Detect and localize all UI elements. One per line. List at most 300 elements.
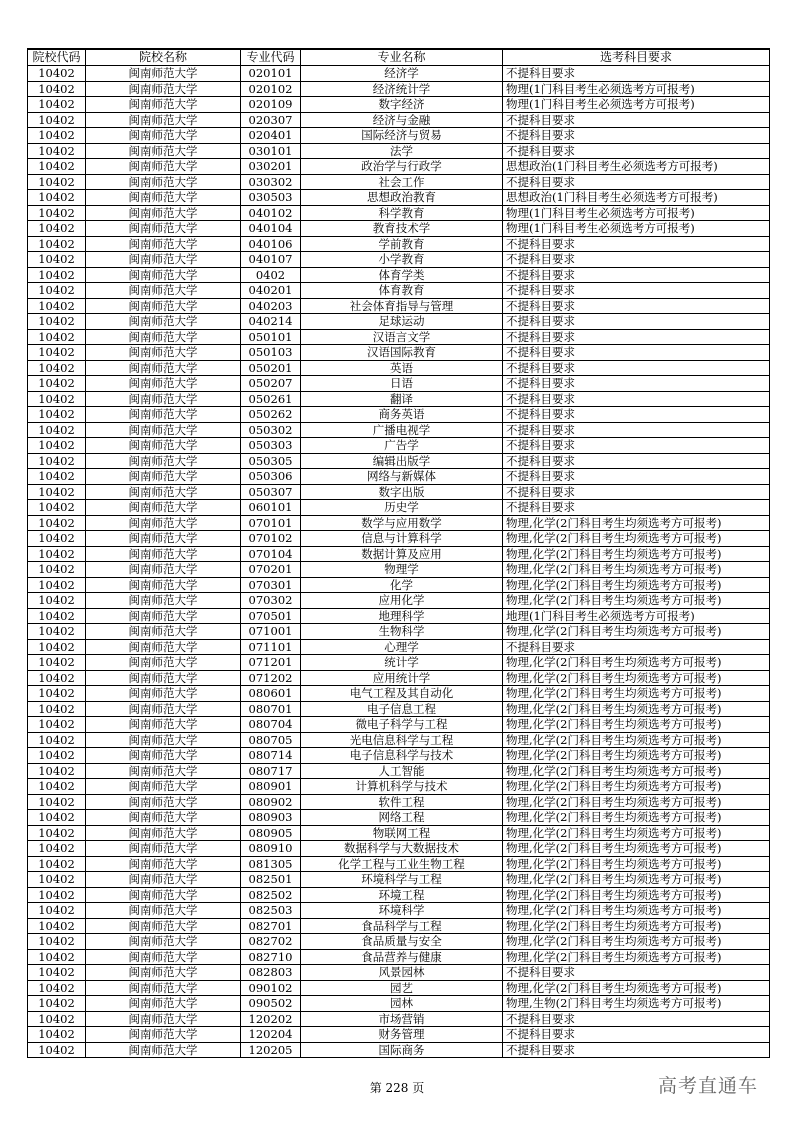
school-name-cell: 闽南师范大学 xyxy=(86,872,241,888)
school-code-cell: 10402 xyxy=(28,314,86,330)
table-row xyxy=(28,329,770,345)
school-code-cell: 10402 xyxy=(28,128,86,144)
major-name-cell: 英语 xyxy=(301,360,503,376)
major-name-cell: 教育技术学 xyxy=(301,221,503,237)
major-name-cell: 体育学类 xyxy=(301,267,503,283)
major-code-cell: 071202 xyxy=(241,670,301,686)
school-name-cell: 闽南师范大学 xyxy=(86,810,241,826)
school-name-cell: 闽南师范大学 xyxy=(86,329,241,345)
requirement-cell: 物理,化学(2门科目考生均须选考方可报考) xyxy=(503,872,770,888)
school-code-cell: 10402 xyxy=(28,531,86,547)
major-code-cell: 040106 xyxy=(241,236,301,252)
school-code-cell: 10402 xyxy=(28,887,86,903)
requirement-cell: 不提科目要求 xyxy=(503,252,770,268)
table-row xyxy=(28,903,770,919)
major-code-cell: 050305 xyxy=(241,453,301,469)
header-school-code: 院校代码 xyxy=(28,49,86,66)
school-name-cell: 闽南师范大学 xyxy=(86,391,241,407)
school-name-cell: 闽南师范大学 xyxy=(86,1011,241,1027)
requirement-cell: 物理,化学(2门科目考生均须选考方可报考) xyxy=(503,732,770,748)
major-code-cell: 020102 xyxy=(241,81,301,97)
table-row xyxy=(28,97,770,113)
table-row xyxy=(28,887,770,903)
major-name-cell: 汉语言文学 xyxy=(301,329,503,345)
major-name-cell: 应用化学 xyxy=(301,593,503,609)
table-row xyxy=(28,624,770,640)
school-name-cell: 闽南师范大学 xyxy=(86,686,241,702)
major-code-cell: 080905 xyxy=(241,825,301,841)
school-name-cell: 闽南师范大学 xyxy=(86,97,241,113)
major-name-cell: 经济学 xyxy=(301,66,503,82)
school-name-cell: 闽南师范大学 xyxy=(86,469,241,485)
table-row xyxy=(28,159,770,175)
major-name-cell: 足球运动 xyxy=(301,314,503,330)
major-name-cell: 微电子科学与工程 xyxy=(301,717,503,733)
major-code-cell: 080910 xyxy=(241,841,301,857)
table-row xyxy=(28,128,770,144)
major-code-cell: 080601 xyxy=(241,686,301,702)
school-code-cell: 10402 xyxy=(28,376,86,392)
major-name-cell: 小学教育 xyxy=(301,252,503,268)
major-code-cell: 070201 xyxy=(241,562,301,578)
header-major-name: 专业名称 xyxy=(301,49,503,66)
table-row xyxy=(28,174,770,190)
requirement-cell: 物理(1门科目考生必须选考方可报考) xyxy=(503,221,770,237)
school-name-cell: 闽南师范大学 xyxy=(86,360,241,376)
major-name-cell: 电气工程及其自动化 xyxy=(301,686,503,702)
school-name-cell: 闽南师范大学 xyxy=(86,887,241,903)
major-name-cell: 生物科学 xyxy=(301,624,503,640)
requirement-cell: 不提科目要求 xyxy=(503,112,770,128)
school-name-cell: 闽南师范大学 xyxy=(86,624,241,640)
school-code-cell: 10402 xyxy=(28,422,86,438)
table-row xyxy=(28,717,770,733)
major-code-cell: 081305 xyxy=(241,856,301,872)
school-name-cell: 闽南师范大学 xyxy=(86,112,241,128)
requirement-cell: 物理,化学(2门科目考生均须选考方可报考) xyxy=(503,670,770,686)
table-row xyxy=(28,205,770,221)
table-row xyxy=(28,360,770,376)
major-name-cell: 电子信息科学与技术 xyxy=(301,748,503,764)
table-body xyxy=(28,66,770,1058)
table-row xyxy=(28,918,770,934)
table-row xyxy=(28,81,770,97)
requirement-cell: 物理,化学(2门科目考生均须选考方可报考) xyxy=(503,856,770,872)
table-row xyxy=(28,1027,770,1043)
table-row xyxy=(28,422,770,438)
table-row xyxy=(28,841,770,857)
school-code-cell: 10402 xyxy=(28,577,86,593)
major-name-cell: 日语 xyxy=(301,376,503,392)
major-name-cell: 经济与金融 xyxy=(301,112,503,128)
requirement-cell: 不提科目要求 xyxy=(503,143,770,159)
major-code-cell: 040107 xyxy=(241,252,301,268)
major-code-cell: 080701 xyxy=(241,701,301,717)
requirement-cell: 不提科目要求 xyxy=(503,1011,770,1027)
school-code-cell: 10402 xyxy=(28,903,86,919)
table-row xyxy=(28,453,770,469)
school-code-cell: 10402 xyxy=(28,143,86,159)
major-name-cell: 网络工程 xyxy=(301,810,503,826)
school-code-cell: 10402 xyxy=(28,841,86,857)
requirement-cell: 不提科目要求 xyxy=(503,128,770,144)
requirement-cell: 物理,化学(2门科目考生均须选考方可报考) xyxy=(503,655,770,671)
school-name-cell: 闽南师范大学 xyxy=(86,484,241,500)
table-row xyxy=(28,593,770,609)
table-row xyxy=(28,686,770,702)
requirement-cell: 物理,化学(2门科目考生均须选考方可报考) xyxy=(503,810,770,826)
major-code-cell: 090502 xyxy=(241,996,301,1012)
school-code-cell: 10402 xyxy=(28,701,86,717)
major-name-cell: 食品科学与工程 xyxy=(301,918,503,934)
school-name-cell: 闽南师范大学 xyxy=(86,918,241,934)
major-code-cell: 020307 xyxy=(241,112,301,128)
major-name-cell: 历史学 xyxy=(301,500,503,516)
school-code-cell: 10402 xyxy=(28,748,86,764)
major-code-cell: 050302 xyxy=(241,422,301,438)
requirement-cell: 物理,化学(2门科目考生均须选考方可报考) xyxy=(503,546,770,562)
table-row xyxy=(28,66,770,82)
table-row xyxy=(28,283,770,299)
school-code-cell: 10402 xyxy=(28,686,86,702)
major-name-cell: 政治学与行政学 xyxy=(301,159,503,175)
major-code-cell: 120204 xyxy=(241,1027,301,1043)
school-code-cell: 10402 xyxy=(28,190,86,206)
requirement-cell: 物理,化学(2门科目考生均须选考方可报考) xyxy=(503,577,770,593)
table-row xyxy=(28,469,770,485)
major-name-cell: 数据科学与大数据技术 xyxy=(301,841,503,857)
major-name-cell: 商务英语 xyxy=(301,407,503,423)
major-code-cell: 070301 xyxy=(241,577,301,593)
requirement-cell: 物理,化学(2门科目考生均须选考方可报考) xyxy=(503,515,770,531)
major-name-cell: 编辑出版学 xyxy=(301,453,503,469)
major-name-cell: 国际商务 xyxy=(301,1042,503,1058)
requirement-cell: 不提科目要求 xyxy=(503,965,770,981)
school-name-cell: 闽南师范大学 xyxy=(86,577,241,593)
major-name-cell: 数字经济 xyxy=(301,97,503,113)
major-name-cell: 信息与计算科学 xyxy=(301,531,503,547)
requirement-cell: 物理,化学(2门科目考生均须选考方可报考) xyxy=(503,701,770,717)
major-code-cell: 080717 xyxy=(241,763,301,779)
school-name-cell: 闽南师范大学 xyxy=(86,717,241,733)
major-name-cell: 社会体育指导与管理 xyxy=(301,298,503,314)
school-code-cell: 10402 xyxy=(28,779,86,795)
major-code-cell: 082502 xyxy=(241,887,301,903)
requirement-cell: 物理,化学(2门科目考生均须选考方可报考) xyxy=(503,562,770,578)
major-code-cell: 071201 xyxy=(241,655,301,671)
requirement-cell: 物理,化学(2门科目考生均须选考方可报考) xyxy=(503,624,770,640)
school-name-cell: 闽南师范大学 xyxy=(86,190,241,206)
school-code-cell: 10402 xyxy=(28,856,86,872)
table-row xyxy=(28,670,770,686)
major-name-cell: 化学工程与工业生物工程 xyxy=(301,856,503,872)
major-name-cell: 人工智能 xyxy=(301,763,503,779)
school-code-cell: 10402 xyxy=(28,670,86,686)
table-row xyxy=(28,748,770,764)
table-row xyxy=(28,655,770,671)
major-code-cell: 050306 xyxy=(241,469,301,485)
school-name-cell: 闽南师范大学 xyxy=(86,205,241,221)
school-name-cell: 闽南师范大学 xyxy=(86,996,241,1012)
table-row xyxy=(28,965,770,981)
requirement-cell: 不提科目要求 xyxy=(503,345,770,361)
school-name-cell: 闽南师范大学 xyxy=(86,298,241,314)
major-code-cell: 082710 xyxy=(241,949,301,965)
table-row xyxy=(28,391,770,407)
table-row xyxy=(28,190,770,206)
major-code-cell: 090102 xyxy=(241,980,301,996)
school-code-cell: 10402 xyxy=(28,66,86,82)
school-code-cell: 10402 xyxy=(28,205,86,221)
major-code-cell: 080903 xyxy=(241,810,301,826)
header-school-name: 院校名称 xyxy=(86,49,241,66)
major-code-cell: 080704 xyxy=(241,717,301,733)
major-code-cell: 060101 xyxy=(241,500,301,516)
school-name-cell: 闽南师范大学 xyxy=(86,965,241,981)
school-name-cell: 闽南师范大学 xyxy=(86,283,241,299)
school-code-cell: 10402 xyxy=(28,624,86,640)
table-row xyxy=(28,732,770,748)
requirement-cell: 物理,化学(2门科目考生均须选考方可报考) xyxy=(503,717,770,733)
major-code-cell: 082501 xyxy=(241,872,301,888)
requirement-cell: 思想政治(1门科目考生必须选考方可报考) xyxy=(503,159,770,175)
major-code-cell: 050201 xyxy=(241,360,301,376)
table-row xyxy=(28,1011,770,1027)
requirement-cell: 不提科目要求 xyxy=(503,407,770,423)
major-name-cell: 地理科学 xyxy=(301,608,503,624)
school-name-cell: 闽南师范大学 xyxy=(86,562,241,578)
table-row xyxy=(28,779,770,795)
major-name-cell: 软件工程 xyxy=(301,794,503,810)
school-code-cell: 10402 xyxy=(28,639,86,655)
school-name-cell: 闽南师范大学 xyxy=(86,655,241,671)
major-name-cell: 心理学 xyxy=(301,639,503,655)
requirement-cell: 不提科目要求 xyxy=(503,422,770,438)
school-name-cell: 闽南师范大学 xyxy=(86,515,241,531)
major-code-cell: 030503 xyxy=(241,190,301,206)
school-code-cell: 10402 xyxy=(28,469,86,485)
requirement-cell: 不提科目要求 xyxy=(503,283,770,299)
school-code-cell: 10402 xyxy=(28,159,86,175)
table-row xyxy=(28,112,770,128)
major-code-cell: 050261 xyxy=(241,391,301,407)
requirement-cell: 物理(1门科目考生必须选考方可报考) xyxy=(503,97,770,113)
table-row xyxy=(28,407,770,423)
major-code-cell: 040203 xyxy=(241,298,301,314)
school-code-cell: 10402 xyxy=(28,794,86,810)
table-row xyxy=(28,562,770,578)
school-name-cell: 闽南师范大学 xyxy=(86,174,241,190)
school-name-cell: 闽南师范大学 xyxy=(86,779,241,795)
requirement-cell: 不提科目要求 xyxy=(503,438,770,454)
table-header-row xyxy=(28,49,770,66)
major-name-cell: 统计学 xyxy=(301,655,503,671)
major-code-cell: 070302 xyxy=(241,593,301,609)
school-code-cell: 10402 xyxy=(28,391,86,407)
major-name-cell: 环境科学 xyxy=(301,903,503,919)
requirement-cell: 物理,化学(2门科目考生均须选考方可报考) xyxy=(503,980,770,996)
table-row xyxy=(28,314,770,330)
school-code-cell: 10402 xyxy=(28,593,86,609)
school-name-cell: 闽南师范大学 xyxy=(86,407,241,423)
major-name-cell: 物理学 xyxy=(301,562,503,578)
requirement-cell: 物理,化学(2门科目考生均须选考方可报考) xyxy=(503,887,770,903)
requirement-cell: 不提科目要求 xyxy=(503,1027,770,1043)
major-name-cell: 园艺 xyxy=(301,980,503,996)
table-row xyxy=(28,515,770,531)
school-code-cell: 10402 xyxy=(28,438,86,454)
school-code-cell: 10402 xyxy=(28,97,86,113)
school-code-cell: 10402 xyxy=(28,763,86,779)
table-row xyxy=(28,810,770,826)
major-name-cell: 科学教育 xyxy=(301,205,503,221)
major-code-cell: 050103 xyxy=(241,345,301,361)
major-name-cell: 食品营养与健康 xyxy=(301,949,503,965)
major-name-cell: 应用统计学 xyxy=(301,670,503,686)
major-name-cell: 广播电视学 xyxy=(301,422,503,438)
major-name-cell: 市场营销 xyxy=(301,1011,503,1027)
school-code-cell: 10402 xyxy=(28,360,86,376)
table-row xyxy=(28,949,770,965)
major-code-cell: 071101 xyxy=(241,639,301,655)
school-code-cell: 10402 xyxy=(28,965,86,981)
school-name-cell: 闽南师范大学 xyxy=(86,267,241,283)
requirement-cell: 物理,化学(2门科目考生均须选考方可报考) xyxy=(503,825,770,841)
major-name-cell: 光电信息科学与工程 xyxy=(301,732,503,748)
table-row xyxy=(28,267,770,283)
major-code-cell: 020101 xyxy=(241,66,301,82)
major-name-cell: 数学与应用数学 xyxy=(301,515,503,531)
school-name-cell: 闽南师范大学 xyxy=(86,934,241,950)
major-name-cell: 电子信息工程 xyxy=(301,701,503,717)
major-name-cell: 化学 xyxy=(301,577,503,593)
major-code-cell: 050101 xyxy=(241,329,301,345)
school-name-cell: 闽南师范大学 xyxy=(86,345,241,361)
requirement-cell: 不提科目要求 xyxy=(503,236,770,252)
school-code-cell: 10402 xyxy=(28,562,86,578)
school-code-cell: 10402 xyxy=(28,608,86,624)
school-name-cell: 闽南师范大学 xyxy=(86,1027,241,1043)
school-code-cell: 10402 xyxy=(28,453,86,469)
major-name-cell: 学前教育 xyxy=(301,236,503,252)
major-name-cell: 网络与新媒体 xyxy=(301,469,503,485)
major-code-cell: 082803 xyxy=(241,965,301,981)
school-name-cell: 闽南师范大学 xyxy=(86,252,241,268)
school-code-cell: 10402 xyxy=(28,112,86,128)
school-code-cell: 10402 xyxy=(28,329,86,345)
table-row xyxy=(28,345,770,361)
requirement-cell: 不提科目要求 xyxy=(503,66,770,82)
table-row xyxy=(28,996,770,1012)
requirement-cell: 思想政治(1门科目考生必须选考方可报考) xyxy=(503,190,770,206)
table-row xyxy=(28,980,770,996)
school-code-cell: 10402 xyxy=(28,407,86,423)
table-row xyxy=(28,298,770,314)
requirement-cell: 不提科目要求 xyxy=(503,484,770,500)
school-code-cell: 10402 xyxy=(28,345,86,361)
school-name-cell: 闽南师范大学 xyxy=(86,980,241,996)
major-code-cell: 030302 xyxy=(241,174,301,190)
school-name-cell: 闽南师范大学 xyxy=(86,143,241,159)
school-name-cell: 闽南师范大学 xyxy=(86,236,241,252)
table-row xyxy=(28,438,770,454)
table-row xyxy=(28,531,770,547)
school-name-cell: 闽南师范大学 xyxy=(86,949,241,965)
major-code-cell: 030201 xyxy=(241,159,301,175)
requirement-cell: 不提科目要求 xyxy=(503,314,770,330)
requirement-cell: 物理,化学(2门科目考生均须选考方可报考) xyxy=(503,763,770,779)
major-code-cell: 0402 xyxy=(241,267,301,283)
school-name-cell: 闽南师范大学 xyxy=(86,701,241,717)
school-code-cell: 10402 xyxy=(28,825,86,841)
major-code-cell: 040102 xyxy=(241,205,301,221)
major-name-cell: 环境工程 xyxy=(301,887,503,903)
school-name-cell: 闽南师范大学 xyxy=(86,128,241,144)
school-name-cell: 闽南师范大学 xyxy=(86,825,241,841)
requirement-cell: 物理,化学(2门科目考生均须选考方可报考) xyxy=(503,794,770,810)
major-code-cell: 070501 xyxy=(241,608,301,624)
school-code-cell: 10402 xyxy=(28,980,86,996)
school-name-cell: 闽南师范大学 xyxy=(86,794,241,810)
requirement-cell: 物理,化学(2门科目考生均须选考方可报考) xyxy=(503,934,770,950)
major-code-cell: 070101 xyxy=(241,515,301,531)
school-code-cell: 10402 xyxy=(28,872,86,888)
requirement-cell: 不提科目要求 xyxy=(503,174,770,190)
school-name-cell: 闽南师范大学 xyxy=(86,546,241,562)
school-name-cell: 闽南师范大学 xyxy=(86,81,241,97)
major-code-cell: 050303 xyxy=(241,438,301,454)
admission-requirements-table xyxy=(27,48,770,1058)
school-code-cell: 10402 xyxy=(28,655,86,671)
school-code-cell: 10402 xyxy=(28,717,86,733)
table-row xyxy=(28,221,770,237)
major-code-cell: 082702 xyxy=(241,934,301,950)
table-row xyxy=(28,825,770,841)
school-code-cell: 10402 xyxy=(28,298,86,314)
school-name-cell: 闽南师范大学 xyxy=(86,66,241,82)
table-row xyxy=(28,143,770,159)
school-name-cell: 闽南师范大学 xyxy=(86,453,241,469)
requirement-cell: 不提科目要求 xyxy=(503,267,770,283)
major-name-cell: 物联网工程 xyxy=(301,825,503,841)
major-name-cell: 汉语国际教育 xyxy=(301,345,503,361)
major-name-cell: 经济统计学 xyxy=(301,81,503,97)
table-row xyxy=(28,763,770,779)
requirement-cell: 物理(1门科目考生必须选考方可报考) xyxy=(503,205,770,221)
school-name-cell: 闽南师范大学 xyxy=(86,422,241,438)
school-code-cell: 10402 xyxy=(28,283,86,299)
major-code-cell: 050262 xyxy=(241,407,301,423)
requirement-cell: 不提科目要求 xyxy=(503,329,770,345)
school-name-cell: 闽南师范大学 xyxy=(86,903,241,919)
requirement-cell: 不提科目要求 xyxy=(503,500,770,516)
school-code-cell: 10402 xyxy=(28,221,86,237)
major-name-cell: 思想政治教育 xyxy=(301,190,503,206)
school-code-cell: 10402 xyxy=(28,1042,86,1058)
major-name-cell: 法学 xyxy=(301,143,503,159)
major-code-cell: 080902 xyxy=(241,794,301,810)
requirement-cell: 不提科目要求 xyxy=(503,453,770,469)
major-name-cell: 食品质量与安全 xyxy=(301,934,503,950)
table-row xyxy=(28,701,770,717)
header-major-code: 专业代码 xyxy=(241,49,301,66)
major-name-cell: 数据计算及应用 xyxy=(301,546,503,562)
major-name-cell: 计算机科学与技术 xyxy=(301,779,503,795)
school-name-cell: 闽南师范大学 xyxy=(86,763,241,779)
major-code-cell: 080901 xyxy=(241,779,301,795)
school-name-cell: 闽南师范大学 xyxy=(86,159,241,175)
school-code-cell: 10402 xyxy=(28,81,86,97)
